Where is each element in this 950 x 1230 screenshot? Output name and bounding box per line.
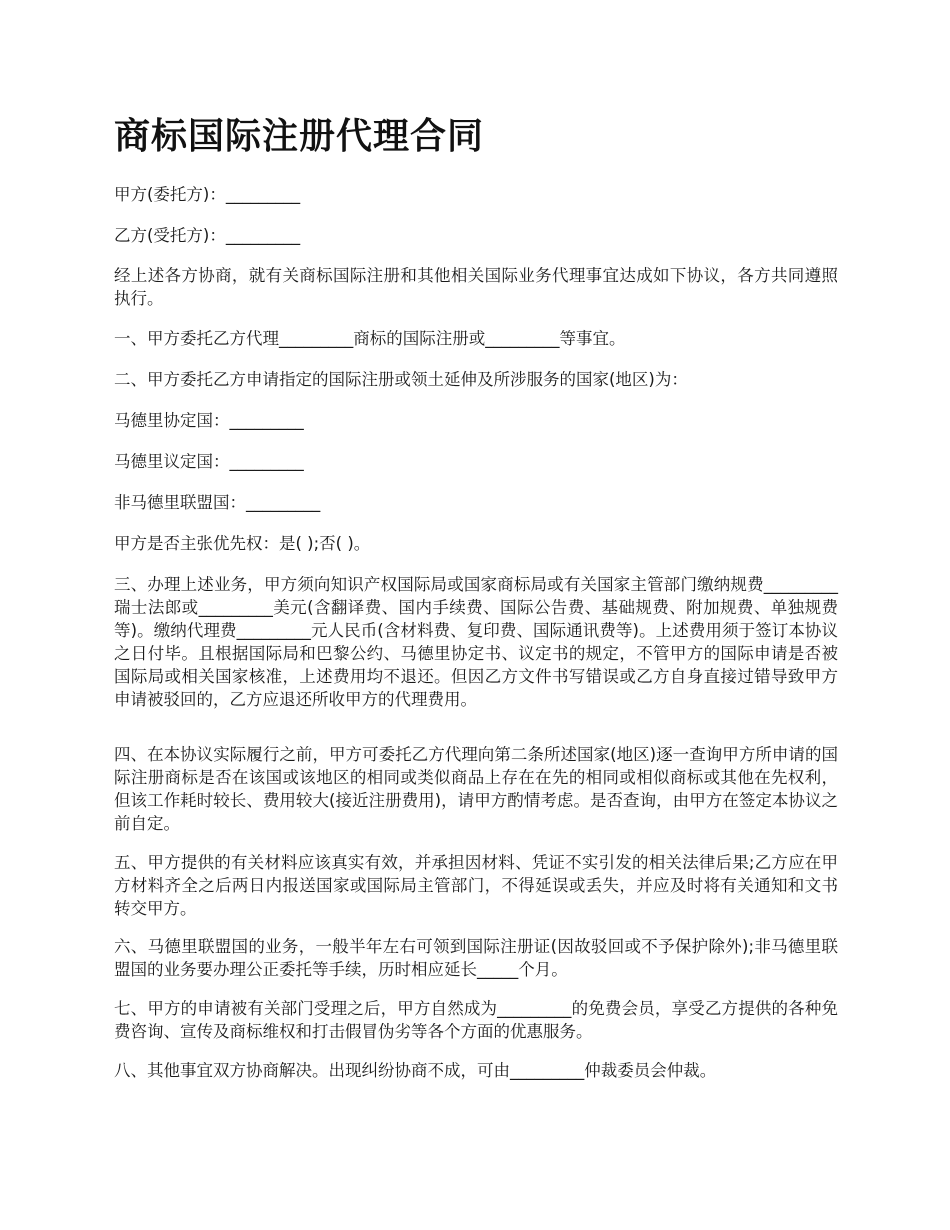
preamble-paragraph: 经上述各方协商，就有关商标国际注册和其他相关国际业务代理事宜达成如下协议，各方共同遵照执行。 bbox=[114, 266, 838, 308]
party-a-line: 甲方(委托方)：_________ bbox=[114, 185, 301, 204]
madrid-protocol-line: 马德里议定国：_________ bbox=[114, 452, 304, 471]
priority-claim-line: 甲方是否主张优先权：是( );否( )。 bbox=[114, 534, 371, 553]
party-b-line: 乙方(受托方)：_________ bbox=[114, 226, 301, 245]
document-title: 商标国际注册代理合同 bbox=[114, 115, 485, 157]
clause-7: 七、甲方的申请被有关部门受理之后，甲方自然成为_________的免费会员，享受乙方提供的各种免费咨询、宣传及商标维权和打击假冒伪劣等各个方面的优惠服务。 bbox=[114, 999, 838, 1041]
clause-1: 一、甲方委托乙方代理_________商标的国际注册或_________等事宜。 bbox=[114, 329, 626, 348]
clause-4: 四、在本协议实际履行之前，甲方可委托乙方代理向第二条所述国家(地区)逐一查询甲方所申请的国际注册商标是否在该国或该地区的相同或类似商品上存在在先的相同或相似商标或其他在先权利，但该工作耗时较长、费用较大(接近注册费用)，请甲方酌情考虑。是否查询，由甲方在签定本协议之前自定。 bbox=[114, 745, 838, 833]
clause-2: 二、甲方委托乙方申请指定的国际注册或领土延伸及所涉服务的国家(地区)为： bbox=[114, 370, 688, 389]
clause-8: 八、其他事宜双方协商解决。出现纠纷协商不成，可由_________仲裁委员会仲裁。 bbox=[114, 1061, 717, 1080]
non-madrid-line: 非马德里联盟国：_________ bbox=[114, 493, 321, 512]
clause-6: 六、马德里联盟国的业务，一般半年左右可领到国际注册证(因故驳回或不予保护除外);非马德里联盟国的业务要办理公正委托等手续，历时相应延长_____个月。 bbox=[114, 937, 838, 979]
madrid-agreement-line: 马德里协定国：_________ bbox=[114, 411, 304, 430]
clause-3: 三、办理上述业务，甲方须向知识产权国际局或国家商标局或有关国家主管部门缴纳规费_________瑞士法郎或_________美元(含翻译费、国内手续费、国际公告费、基础规费、附加规费、单独规费等)。缴纳代理费_________元人民币(含材料费、复印费、国际通讯费等)。上述费用须于签订本协议之日付毕。且根据国际局和巴黎公约、马德里协定书、议定书的规定，不管甲方的国际申请是否被国际局或相关国家核准，上述费用均不退还。但因乙方文件书写错误或乙方自身直接过错导致甲方申请被驳回的，乙方应退还所收甲方的代理费用。 bbox=[114, 575, 838, 709]
clause-5: 五、甲方提供的有关材料应该真实有效，并承担因材料、凭证不实引发的相关法律后果;乙方应在甲方材料齐全之后两日内报送国家或国际局主管部门，不得延误或丢失，并应及时将有关通知和文书转交甲方。 bbox=[114, 853, 838, 918]
